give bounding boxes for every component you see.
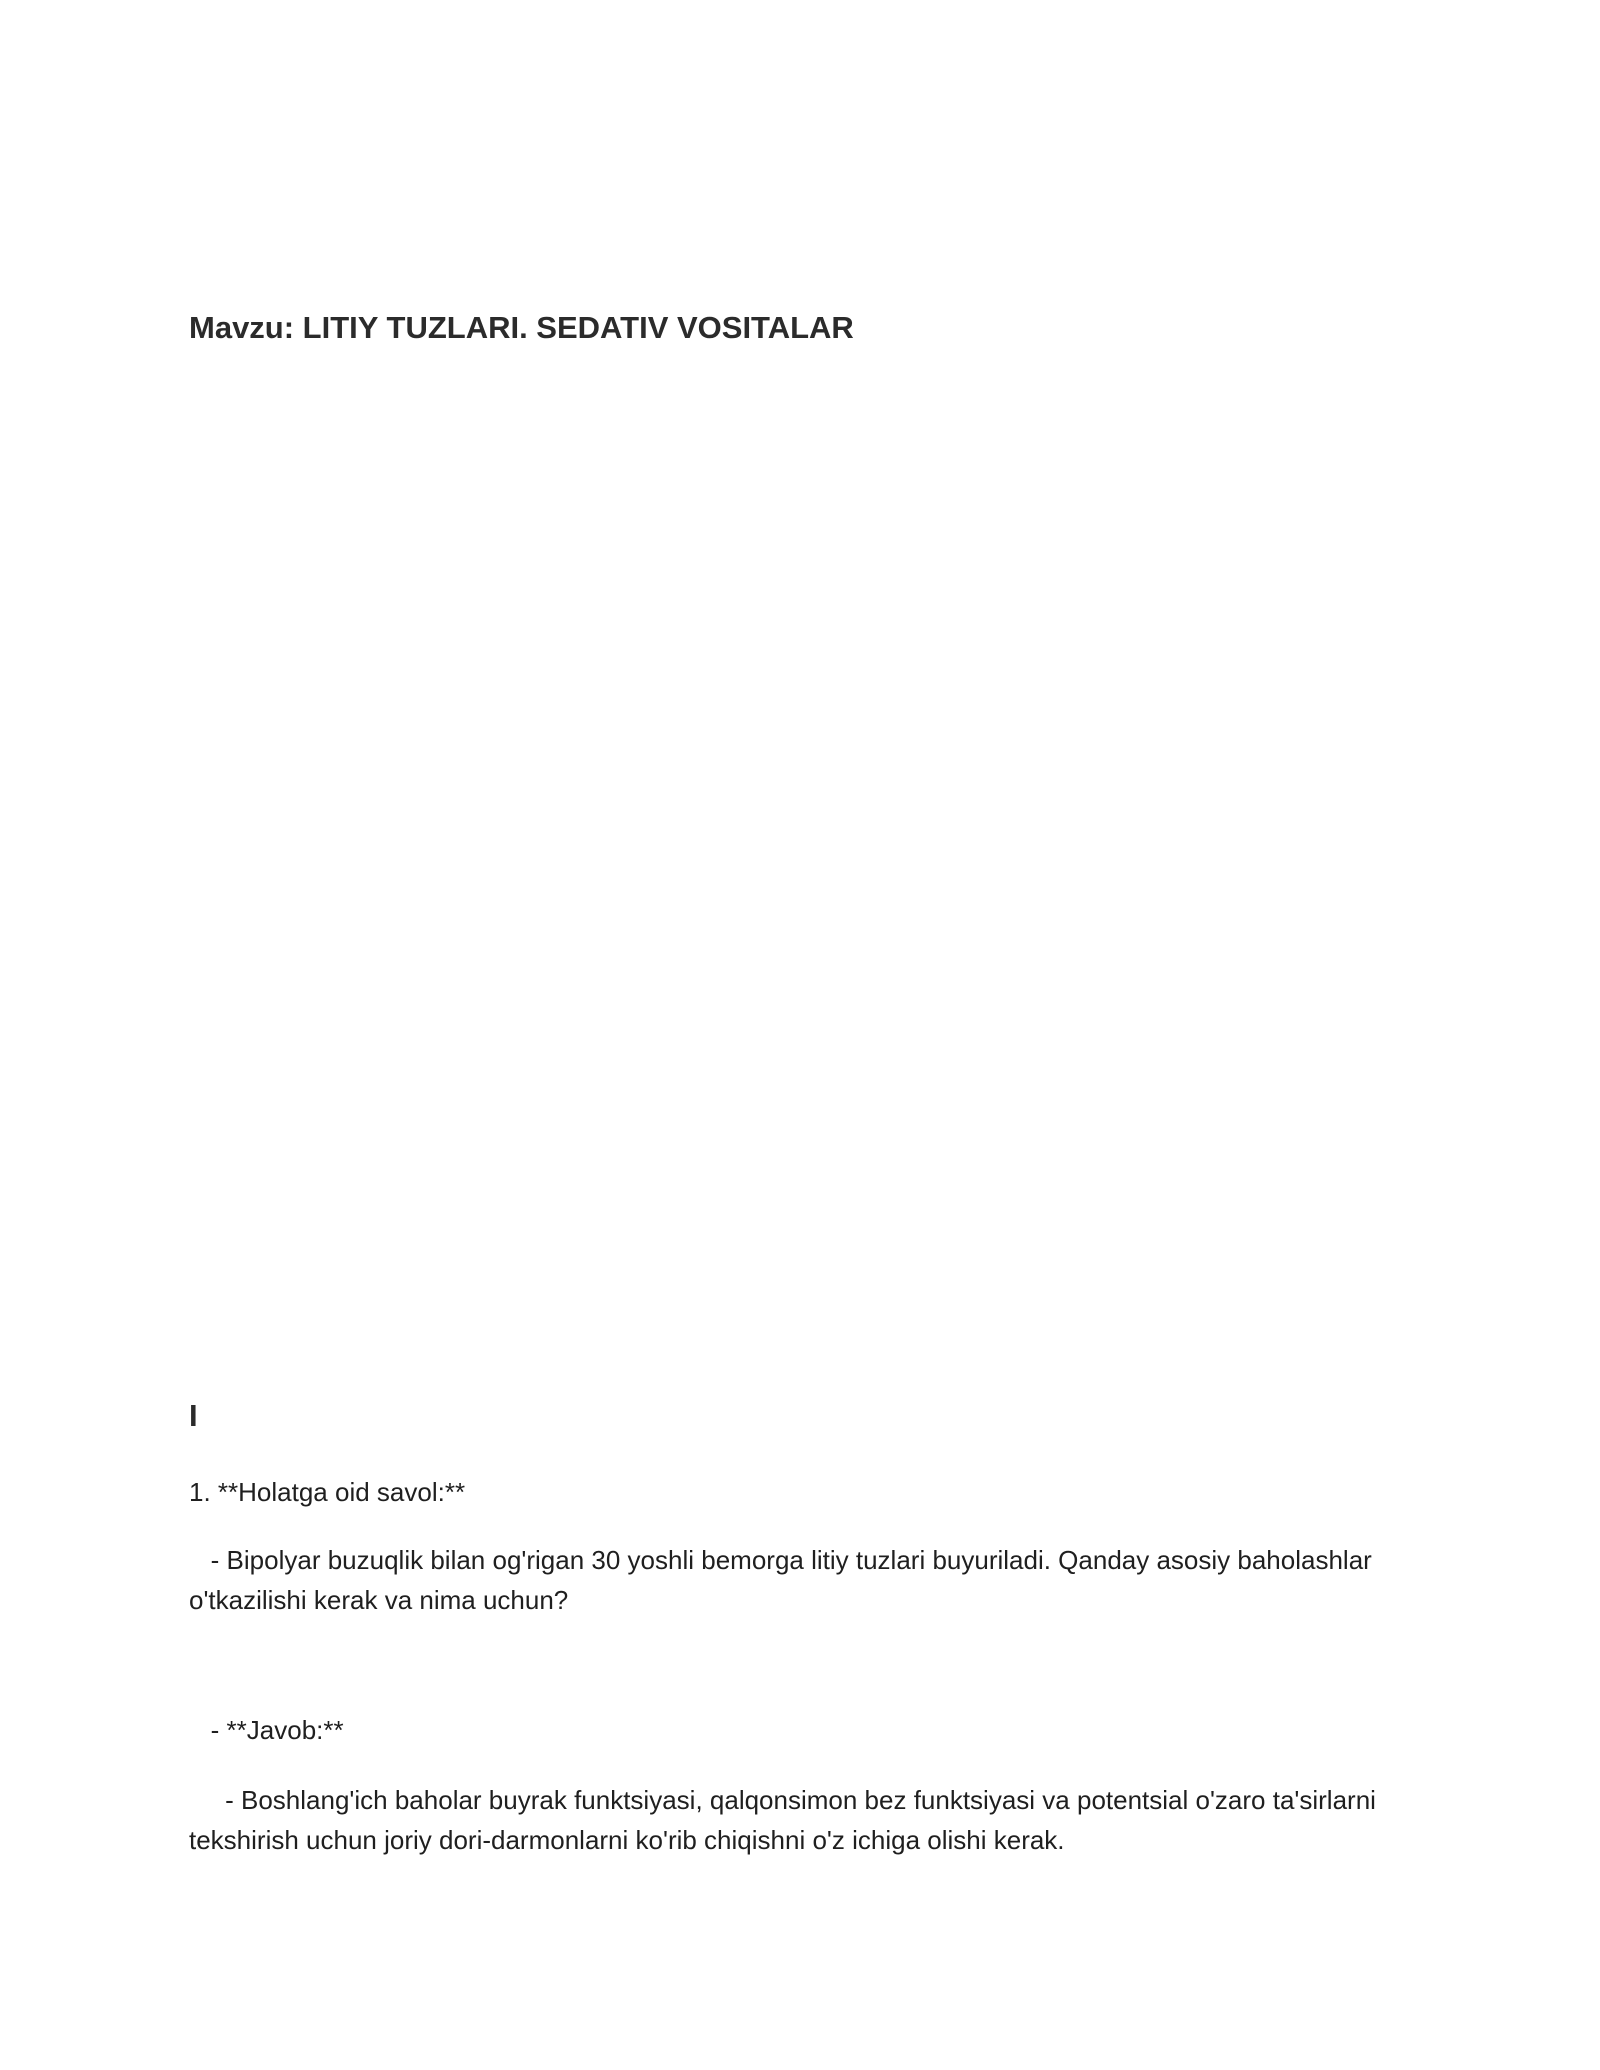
document-title: Mavzu: LITIY TUZLARI. SEDATIV VOSITALAR [189,310,854,345]
question-heading: 1. **Holatga oid savol:** [189,1477,466,1507]
answer-text: - Boshlang'ich baholar buyrak funktsiyasi, qalqonsimon bez funktsiyasi va potentsial o'zaro ta'sirlarni tekshirish uchun joriy dori-darmonlarni ko'rib chiqishni o'z ichiga olishi kerak. [189,1785,1384,1855]
section-mark: I [189,1398,198,1433]
answer-heading: - **Javob:** [189,1715,344,1745]
question-text: - Bipolyar buzuqlik bilan og'rigan 30 yoshli bemorga litiy tuzlari buyuriladi. Qanday asosiy baholashlar o'tkazilishi kerak va nima uchun? [189,1545,1380,1615]
